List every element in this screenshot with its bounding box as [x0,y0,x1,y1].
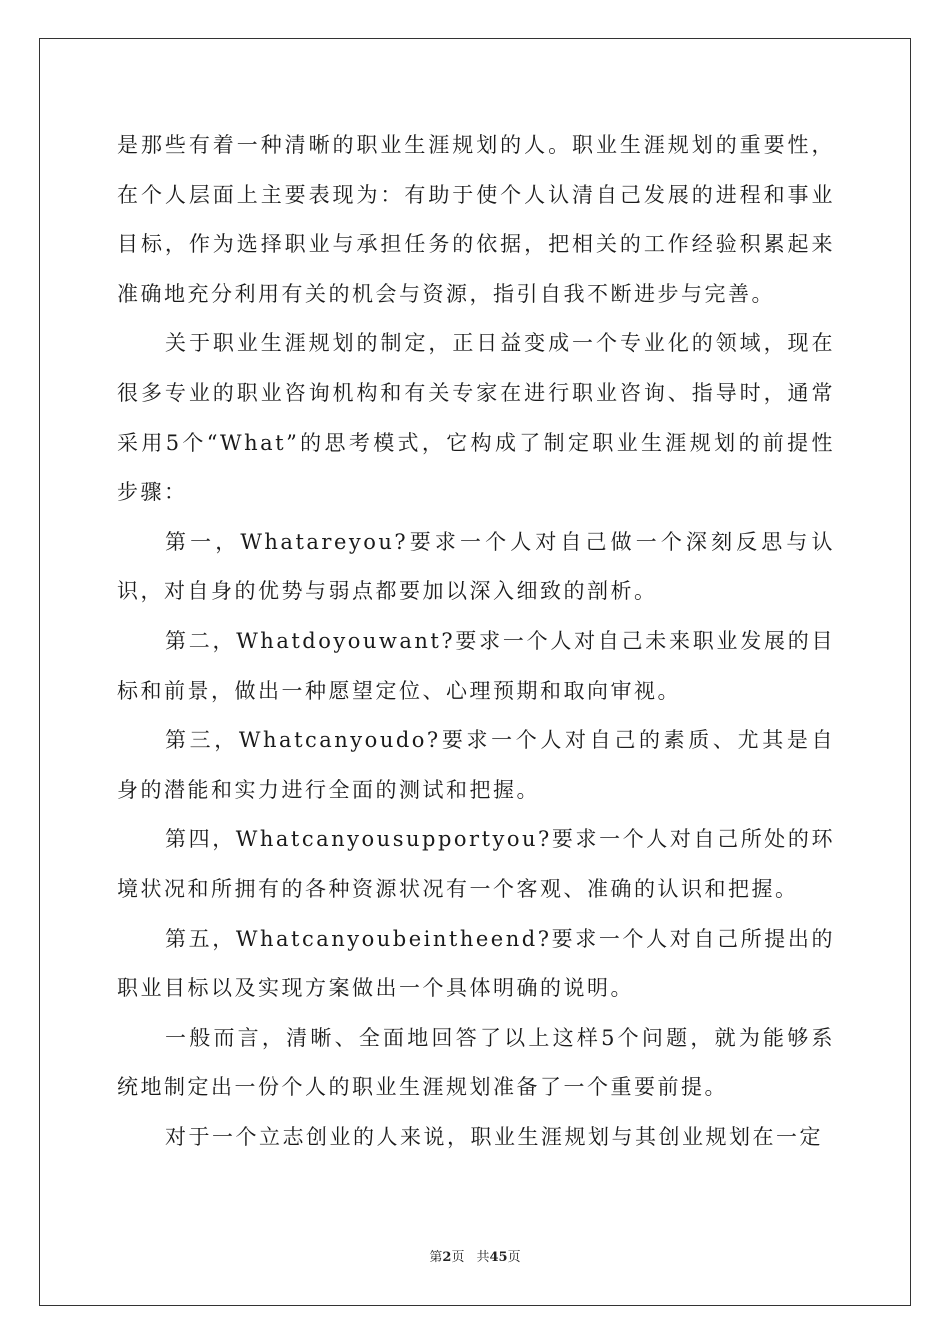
page-footer [0,1248,950,1268]
paragraph-7: 第五，Whatcanyoubeintheend?要求一个人对自己所提出的职业目标以及实现方案做出一个具体明确的说明。 [117,926,835,1001]
paragraph-6: 第四，Whatcanyousupportyou?要求一个人对自己所处的环境状况和所拥有的各种资源状况有一个客观、准确的认识和把握。 [117,827,835,901]
paragraph-4: 第二，Whatdoyouwant?要求一个人对自己未来职业发展的目标和前景，做出一种愿望定位、心理预期和取向审视。 [117,628,835,703]
paragraph-5: 第三，Whatcanyoudo?要求一个人对自己的素质、尤其是自身的潜能和实力进行全面的测试和把握。 [117,728,835,802]
total-pages: 45 [489,1250,508,1265]
paragraph-8: 一般而言，清晰、全面地回答了以上这样5个问题，就为能够系统地制定出一份个人的职业生涯规划准备了一个重要前提。 [117,1025,835,1100]
paragraph-3: 第一，Whatareyou?要求一个人对自己做一个深刻反思与认识，对自身的优势与弱点都要加以深入细致的剖析。 [117,529,835,604]
document-body [117,121,835,1162]
page-prefix: 第 [429,1250,443,1265]
page-suffix: 页 [451,1250,465,1265]
paragraph-9: 对于一个立志创业的人来说，职业生涯规划与其创业规划在一定 [165,1124,823,1149]
paragraph-1: 是那些有着一种清晰的职业生涯规划的人。职业生涯规划的重要性，在个人层面上主要表现为：有助于使个人认清自己发展的进程和事业目标，作为选择职业与承担任务的依据，把相关的工作经验积累起来准确地充分利用有关的机会与资源，指引自我不断进步与完善。 [117,133,835,306]
paragraph-2: 关于职业生涯规划的制定，正日益变成一个专业化的领域，现在很多专业的职业咨询机构和有关专家在进行职业咨询、指导时，通常采用5个“What”的思考模式，它构成了制定职业生涯规划的前提性步骤： [117,331,835,505]
total-prefix: 共 [476,1250,490,1265]
total-suffix: 页 [507,1250,521,1265]
page-number: 2 [442,1250,452,1265]
